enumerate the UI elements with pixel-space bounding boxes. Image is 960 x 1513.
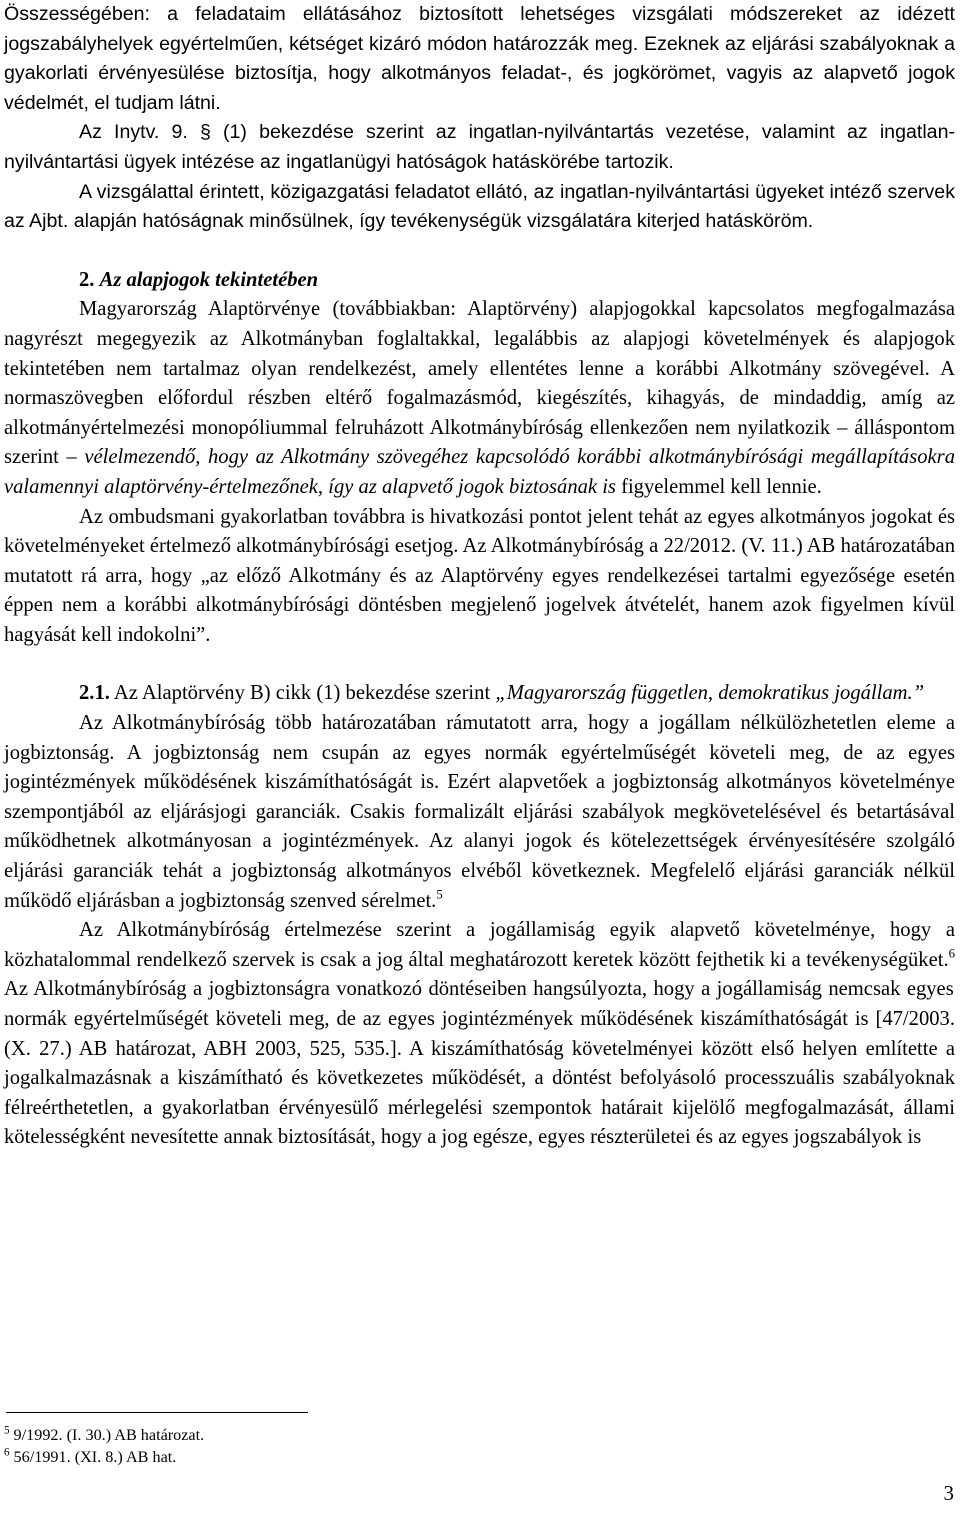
section-2-1-text: Az Alaptörvény B) cikk (1) bekezdése szerint <box>109 682 496 705</box>
alaptorveny-tail: figyelemmel kell lennie. <box>615 475 822 498</box>
footnote-ref-5[interactable]: 5 <box>436 887 443 902</box>
footnotes <box>4 1425 204 1468</box>
footnote-5-text: 9/1992. (I. 30.) AB határozat. <box>9 1426 205 1444</box>
section-2-title: Az alapjogok tekintetében <box>99 268 319 291</box>
section-2-1-number: 2.1. <box>79 682 110 705</box>
ertelmezes-paragraph <box>4 916 955 1153</box>
section-2-number: 2. <box>79 268 95 291</box>
footnote-5 <box>4 1425 204 1447</box>
ombudsman-paragraph: Az ombudsmani gyakorlatban továbbra is hivatkozási pontot jelent tehát az egyes alkotmányos jogokat és követelményeket értelmező alkotmánybírósági esetjog. Az Alkotmánybíróság a 22/2012. (V. 11.) AB határozatában mutatott rá arra, hogy „az előző Alkotmány és az Alaptörvény egyes rendelkezései tartalmi egyezősége esetén éppen nem a korábbi alkotmánybírósági döntésben megjelenő jogelvek átvételét, hanem azok figyelmen kívül hagyását kell indokolni”. <box>4 505 955 646</box>
jogbiztonsag-text: Az Alkotmánybíróság több határozatában rámutatott arra, hogy a jogállam nélkülözhetetlen eleme a jogbiztonság. A jogbiztonság nem csupán az egyes normák egyértelműségét követeli meg, de az egyes jogintézmények működésének kiszámíthatóságát is. Ezért alapvetőek a jogbiztonság alkotmányos követelménye szempontjából az eljárásjogi garanciák. Csakis formalizált eljárási szabályok megkövetelésével és betartásával működhetnek alkotmányosan a jogintézmények. Az alanyi jogok és kötelezettségek érvényesítésére szolgáló eljárási garanciák tehát a jogbiztonság alkotmányos elvéből következnek. Megfelelő eljárási garanciák nélkül működő eljárásban a jogbiztonság szenved sérelmet. <box>4 712 955 912</box>
alaptorveny-italic: vélelmezendő, hogy az Alkotmány szövegéhez kapcsolódó korábbi alkotmánybírósági megállapításokra valamennyi alaptörvény-értelmezőnek, így az alapvető jogok biztosának is <box>4 446 955 498</box>
alaptorveny-paragraph <box>4 295 955 502</box>
ertelmezes-text-2: Az Alkotmánybíróság a jogbiztonságra vonatkozó döntéseiben hangsúlyozta, hogy a jogállamiság nemcsak egyes normák egyértelműségét követeli meg, de az egyes jogintézmények működésének kiszámíthatóságát is [47/2003. (X. 27.) AB határozat, ABH 2003, 525, 535.]. A kiszámíthatóság követelményei között első helyen említette a jogalkalmazásnak a kiszámítható és következetes működését, a döntést befolyásoló processzuális szabályoknak félreérthetetlen, a gyakorlatban érvényesülő mérlegelési szempontok határait kijelölő megfogalmazását, állami kötelességként nevesítette annak biztosítását, hogy a jog egésze, egyes részterületei és az egyes jogszabályok is <box>4 978 955 1149</box>
section-2-1-heading <box>4 679 955 709</box>
summary-paragraph: Összességében: a feladataim ellátásához biztosított lehetséges vizsgálati módszereket az idézett jogszabályhelyek egyértelműen, kétséget kizáró módon határozzák meg. Ezeknek az eljárási szabályoknak a gyakorlati érvényesülése biztosítja, hogy alkotmányos feladat-, és jogkörömet, vagyis az alapvető jogok védelmét, el tudjam látni. <box>4 3 955 114</box>
footnote-divider <box>6 1412 308 1413</box>
alaptorveny-text: Magyarország Alaptörvénye (továbbiakban: Alaptörvény) alapjogokkal kapcsolatos megfogalmazása nagyrészt megegyezik az Alkotmányban foglaltakkal, legalábbis az alapjogi követelmények és alapjogok tekintetében nem tartalmaz olyan rendelkezést, amely ellentétes lenne a korábbi Alkotmány szövegével. A normaszövegben előfordul részben eltérő fogalmazásmód, kiegészítés, kihagyás, de mindaddig, amíg az alkotmányértelmezési monopóliummal felruházott Alkotmánybíróság ellenkezően nem nyilatkozik – álláspontom szerint – <box>4 298 955 469</box>
footnote-6-ref: 6 <box>4 1445 10 1458</box>
spacer <box>4 237 955 266</box>
footnote-5-ref: 5 <box>4 1424 10 1437</box>
ertelmezes-text-1: Az Alkotmánybíróság értelmezése szerint a jogállamiság egyik alapvető követelménye, hogy a közhatalommal rendelkező szervek is csak a jog által meghatározott keretek között fejthetik ki a tevékenységüket. <box>4 919 955 971</box>
footnote-6-text: 56/1991. (XI. 8.) AB hat. <box>9 1447 177 1466</box>
jogbiztonsag-paragraph <box>4 709 955 916</box>
authority-paragraph: A vizsgálattal érintett, közigazgatási feladatot ellátó, az ingatlan-nyilvántartási ügyeket intéző szervek az Ajbt. alapján hatóságnak minősülnek, így tevékenységük vizsgálatára kiterjed hatásköröm. <box>4 180 955 233</box>
section-2-1-quote: „Magyarország független, demokratikus jogállam.” <box>495 682 925 705</box>
spacer <box>4 650 955 679</box>
page-number: 3 <box>943 1481 954 1505</box>
document-page <box>4 0 955 1153</box>
footnote-6 <box>4 1447 204 1469</box>
inytv-paragraph: Az Inytv. 9. § (1) bekezdése szerint az ingatlan-nyilvántartás vezetése, valamint az ingatlan-nyilvántartási ügyek intézése az ingatlanügyi hatóságok hatáskörébe tartozik. <box>4 121 955 173</box>
footnote-ref-6[interactable]: 6 <box>948 946 955 961</box>
section-2-heading <box>4 266 955 296</box>
